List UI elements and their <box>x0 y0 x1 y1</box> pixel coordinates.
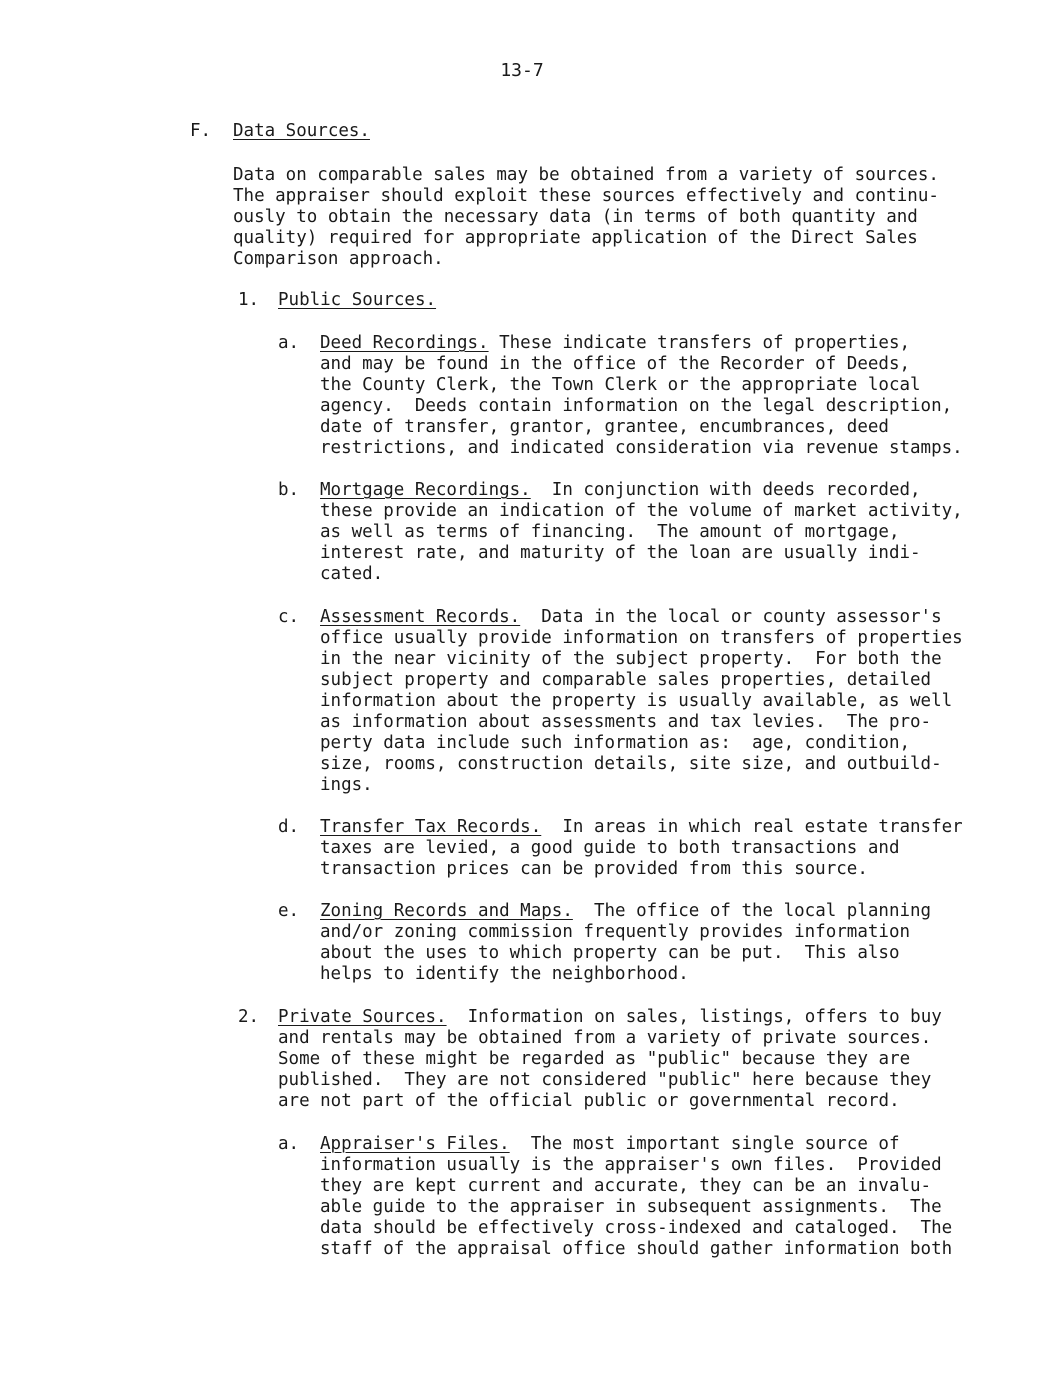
item-line: size, rooms, construction details, site size, and outbuild- <box>320 754 942 774</box>
subsection-title: Public Sources. <box>278 290 437 310</box>
item-title: Appraiser's Files. <box>320 1134 510 1154</box>
item-line: and may be found in the office of the Recorder of Deeds, <box>320 354 911 374</box>
section-title: Data Sources. <box>233 121 370 141</box>
item-text: In areas in which real estate transfer <box>541 817 963 837</box>
subsection-text: Information on sales, listings, offers to buy <box>446 1007 942 1027</box>
subsection-marker: 2. <box>238 1007 260 1027</box>
item-line: cated. <box>320 564 384 584</box>
item-line: information about the property is usually available, as well <box>320 691 953 711</box>
intro-line: Comparison approach. <box>233 249 444 269</box>
item-line: these provide an indication of the volume of market activity, <box>320 501 963 521</box>
item-line: data should be effectively cross-indexed and cataloged. The <box>320 1218 953 1238</box>
page-number: 13-7 <box>500 60 544 81</box>
item-line: about the uses to which property can be put. This also <box>320 943 900 963</box>
subsection-line: published. They are not considered "public" here because they <box>278 1070 932 1090</box>
item-marker: a. <box>278 1134 300 1154</box>
item-line: as well as terms of financing. The amount of mortgage, <box>320 522 900 542</box>
intro-line: The appraiser should exploit these sources effectively and continu- <box>233 186 939 206</box>
item-line: and/or zoning commission frequently provides information <box>320 922 911 942</box>
item-marker: d. <box>278 817 300 837</box>
item-line: restrictions, and indicated consideration via revenue stamps. <box>320 438 963 458</box>
item-line: staff of the appraisal office should gather information both <box>320 1239 953 1259</box>
item-line: agency. Deeds contain information on the legal description, <box>320 396 953 416</box>
item-line: ings. <box>320 775 373 795</box>
item-line: able guide to the appraiser in subsequent assignments. The <box>320 1197 942 1217</box>
item-text: The most important single source of <box>509 1134 900 1154</box>
subsection-line: Some of these might be regarded as "public" because they are <box>278 1049 911 1069</box>
item-line: helps to identify the neighborhood. <box>320 964 689 984</box>
item-line: transaction prices can be provided from this source. <box>320 859 868 879</box>
item-marker: e. <box>278 901 300 921</box>
item-text: These indicate transfers of properties, <box>488 333 911 353</box>
intro-line: quality) required for appropriate application of the Direct Sales <box>233 228 918 248</box>
intro-line: ously to obtain the necessary data (in terms of both quantity and <box>233 207 918 227</box>
item-line: date of transfer, grantor, grantee, encumbrances, deed <box>320 417 889 437</box>
item-text: The office of the local planning <box>572 901 932 921</box>
item-line: in the near vicinity of the subject property. For both the <box>320 649 942 669</box>
item-line: office usually provide information on transfers of properties <box>320 628 963 648</box>
item-line: information usually is the appraiser's own files. Provided <box>320 1155 942 1175</box>
item-marker: b. <box>278 480 300 500</box>
subsection-line: and rentals may be obtained from a variety of private sources. <box>278 1028 932 1048</box>
item-title: Zoning Records and Maps. <box>320 901 573 921</box>
intro-line: Data on comparable sales may be obtained from a variety of sources. <box>233 165 939 185</box>
item-text: Data in the local or county assessor's <box>520 607 942 627</box>
item-line: as information about assessments and tax levies. The pro- <box>320 712 932 732</box>
item-marker: c. <box>278 607 300 627</box>
item-title: Transfer Tax Records. <box>320 817 542 837</box>
item-line: the County Clerk, the Town Clerk or the appropriate local <box>320 375 921 395</box>
item-text: In conjunction with deeds recorded, <box>530 480 921 500</box>
item-line: interest rate, and maturity of the loan are usually indi- <box>320 543 921 563</box>
item-marker: a. <box>278 333 300 353</box>
item-line: taxes are levied, a good guide to both transactions and <box>320 838 900 858</box>
item-line: perty data include such information as: age, condition, <box>320 733 911 753</box>
subsection-line: are not part of the official public or governmental record. <box>278 1091 900 1111</box>
item-title: Assessment Records. <box>320 607 521 627</box>
item-title: Deed Recordings. <box>320 333 489 353</box>
section-marker: F. <box>190 121 212 141</box>
item-line: subject property and comparable sales properties, detailed <box>320 670 932 690</box>
item-title: Mortgage Recordings. <box>320 480 531 500</box>
item-line: they are kept current and accurate, they can be an invalu- <box>320 1176 932 1196</box>
subsection-title: Private Sources. <box>278 1007 447 1027</box>
subsection-marker: 1. <box>238 290 260 310</box>
